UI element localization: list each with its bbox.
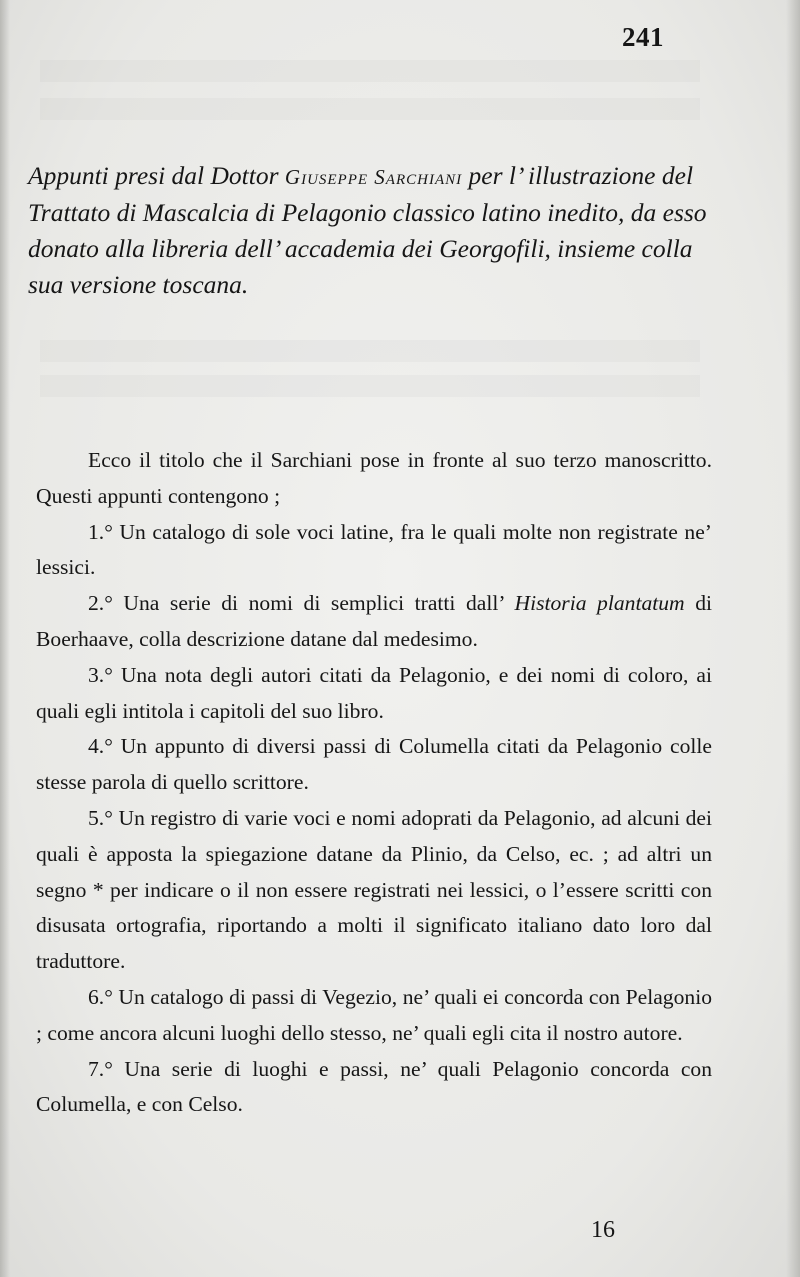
list-item-7 (36, 1052, 712, 1124)
page-edge-right (786, 0, 800, 1277)
bleed-through-shadow (40, 98, 700, 120)
item-number: 5.° (88, 805, 113, 830)
item-text: Un catalogo di passi di Vegezio, ne’ quali ei concorda con Pelagonio ; come ancora alcuni luoghi dello stesso, ne’ quali egli cita il nostro autore. (36, 984, 712, 1045)
bleed-through-shadow (40, 340, 700, 362)
item-number: 4.° (88, 734, 113, 759)
item-text: Una serie di luoghi e passi, ne’ quali Pelagonio concorda con Columella, e con Celso. (36, 1056, 712, 1117)
list-item-4 (36, 729, 712, 801)
page-edge-left (0, 0, 10, 1277)
section-title (28, 158, 712, 303)
list-item-1 (36, 515, 712, 587)
item-text: Una nota degli autori citati da Pelagonio, e dei nomi di coloro, ai quali egli intitola i capitoli del suo libro. (36, 662, 712, 723)
item-italic-title: Historia plantatum (514, 591, 685, 616)
item-number: 3.° (88, 662, 113, 687)
list-item-5 (36, 801, 712, 980)
list-item-6 (36, 980, 712, 1052)
item-text: Un catalogo di sole voci latine, fra le quali molte non registrate ne’ lessici. (36, 519, 712, 580)
item-text: di Boerhaave, colla descrizione datane dal medesimo. (36, 591, 712, 651)
intro-paragraph: Ecco il titolo che il Sarchiani pose in fronte al suo terzo manoscritto. Questi appunti contengono ; (36, 448, 712, 508)
body-text (36, 443, 712, 1123)
bleed-through-shadow (40, 375, 700, 397)
signature-mark: 16 (591, 1217, 615, 1243)
list-item-3 (36, 658, 712, 730)
item-number: 2.° (88, 591, 113, 616)
item-number: 7.° (88, 1056, 113, 1081)
item-number: 6.° (88, 984, 113, 1009)
list-item-2 (36, 586, 712, 658)
bleed-through-shadow (40, 60, 700, 82)
item-text: Una serie di nomi di semplici tratti dall’ (112, 591, 515, 616)
title-prefix: Appunti presi dal Dottor (28, 161, 285, 190)
item-number: 1.° (88, 519, 113, 544)
title-suffix: per l’ illustrazione del Trattato di Mascalcia di Pelagonio classico latino inedito, da esso donato alla libreria dell’ accademia dei Georgofili, insieme colla sua versione toscana. (28, 161, 707, 299)
item-text: Un registro di varie voci e nomi adoprati da Pelagonio, ad alcuni dei quali è apposta la spiegazione datane da Plinio, da Celso, ec. ; ad altri un segno * per indicare o il non essere registrati nei lessici, o l’essere scritti con disusata ortografia, riportando a molti il significato italiano dato loro dal traduttore. (36, 805, 712, 974)
title-author-name: Giuseppe Sarchiani (284, 165, 463, 189)
item-text: Un appunto di diversi passi di Columella citati da Pelagonio colle stesse parola di quello scrittore. (36, 734, 712, 795)
page-number: 241 (622, 22, 664, 52)
